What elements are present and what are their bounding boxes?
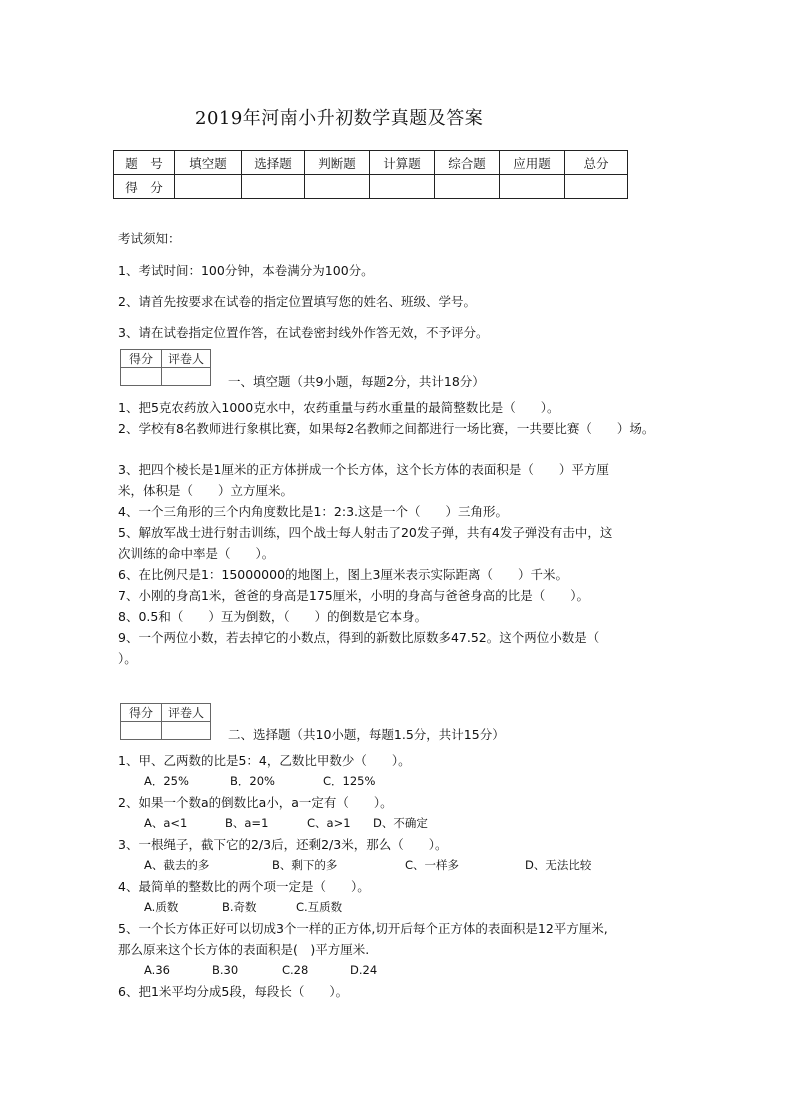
grader-score-label: 得分 — [121, 704, 162, 722]
score-header-cell: 总分 — [565, 151, 628, 175]
notice-item: 3、请在试卷指定位置作答，在试卷密封线外作答无效，不予评分。 — [118, 325, 489, 340]
question-line: 4、最简单的整数比的两个项一定是（ ）。 — [118, 879, 370, 894]
section-heading: 一、填空题（共9小题，每题2分，共计18分） — [228, 374, 485, 389]
option: B.奇数 — [222, 900, 257, 914]
option: A.36 — [144, 963, 170, 977]
option: C、a>1 — [307, 816, 351, 830]
score-cell[interactable] — [175, 175, 242, 199]
option: D、无法比较 — [525, 858, 592, 872]
score-header-cell: 计算题 — [370, 151, 435, 175]
grader-box — [120, 703, 211, 740]
score-cell[interactable] — [370, 175, 435, 199]
grader-score-label: 得分 — [121, 350, 162, 368]
notice-item: 2、请首先按要求在试卷的指定位置填写您的姓名、班级、学号。 — [118, 294, 476, 309]
option: A.质数 — [144, 900, 179, 914]
option: C．125% — [323, 774, 376, 788]
option: C.28 — [282, 963, 309, 977]
notice-item: 1、考试时间：100分钟，本卷满分为100分。 — [118, 263, 374, 278]
notice-heading: 考试须知： — [118, 231, 181, 246]
question-line: 6、在比例尺是1：15000000的地图上，图上3厘米表示实际距离（ ）千米。 — [118, 567, 568, 582]
score-header-cell: 综合题 — [435, 151, 500, 175]
question-line: 米，体积是（ ）立方厘米。 — [118, 483, 294, 498]
question-line: 2、学校有8名教师进行象棋比赛，如果每2名教师之间都进行一场比赛，一共要比赛（ ）场。 — [118, 421, 655, 436]
score-cell[interactable] — [305, 175, 370, 199]
score-cell[interactable] — [435, 175, 500, 199]
question-line: 7、小刚的身高1米，爸爸的身高是175厘米，小明的身高与爸爸身高的比是（ ）。 — [118, 588, 590, 603]
option: D.24 — [350, 963, 378, 977]
option: B、剩下的多 — [272, 858, 338, 872]
score-cell[interactable] — [565, 175, 628, 199]
score-table — [113, 150, 628, 199]
option: A、a<1 — [144, 816, 188, 830]
option: C.互质数 — [296, 900, 343, 914]
score-table-score-row — [114, 175, 628, 199]
grader-reviewer-label: 评卷人 — [162, 704, 211, 722]
question-line: 1、把5克农药放入1000克水中，农药重量与药水重量的最简整数比是（ ）。 — [118, 400, 560, 415]
score-header-cell: 填空题 — [175, 151, 242, 175]
question-line: 5、一个长方体正好可以切成3个一样的正方体,切开后每个正方体的表面积是12平方厘米, — [118, 921, 608, 936]
question-line: 4、一个三角形的三个内角度数比是1：2:3.这是一个（ ）三角形。 — [118, 504, 508, 519]
page-title: 2019年河南小升初数学真题及答案 — [195, 108, 484, 129]
grader-box — [120, 349, 211, 386]
question-line: 6、把1米平均分成5段，每段长（ ）。 — [118, 984, 349, 999]
grader-reviewer-label: 评卷人 — [162, 350, 211, 368]
option: A、截去的多 — [144, 858, 210, 872]
section-heading: 二、选择题（共10小题，每题1.5分，共计15分） — [228, 727, 505, 742]
question-line: 5、解放军战士进行射击训练，四个战士每人射击了20发子弹，共有4发子弹没有击中，这 — [118, 525, 613, 540]
option: B、a=1 — [225, 816, 269, 830]
score-header-cell: 判断题 — [305, 151, 370, 175]
question-line: 9、一个两位小数，若去掉它的小数点，得到的新数比原数多47.52。这个两位小数是（ — [118, 630, 600, 645]
question-line: ）。 — [118, 651, 137, 666]
question-line: 3、把四个棱长是1厘米的正方体拼成一个长方体，这个长方体的表面积是（ ）平方厘 — [118, 462, 609, 477]
option: C、一样多 — [405, 858, 460, 872]
score-cell[interactable] — [500, 175, 565, 199]
option: A．25% — [144, 774, 189, 788]
question-line: 3、一根绳子，截下它的2/3后，还剩2/3米，那么（ ）。 — [118, 837, 448, 852]
question-line: 2、如果一个数a的倒数比a小，a一定有（ ）。 — [118, 795, 393, 810]
score-header-cell: 选择题 — [242, 151, 305, 175]
question-line: 8、0.5和（ ）互为倒数，（ ）的倒数是它本身。 — [118, 609, 428, 624]
score-header-cell: 题 号 — [114, 151, 175, 175]
option: B．20% — [230, 774, 275, 788]
grader-score-cell[interactable] — [121, 722, 162, 740]
grader-reviewer-cell[interactable] — [162, 722, 211, 740]
score-header-cell: 应用题 — [500, 151, 565, 175]
question-line: 那么原来这个长方体的表面积是( )平方厘米. — [118, 942, 370, 957]
question-line: 1、甲、乙两数的比是5：4，乙数比甲数少（ ）。 — [118, 753, 411, 768]
question-line: 次训练的命中率是（ ）。 — [118, 546, 275, 561]
option: D、不确定 — [373, 816, 428, 830]
option: B.30 — [212, 963, 239, 977]
score-cell[interactable] — [242, 175, 305, 199]
score-row-label: 得 分 — [114, 175, 175, 199]
score-table-header-row — [114, 151, 628, 175]
grader-reviewer-cell[interactable] — [162, 368, 211, 386]
grader-score-cell[interactable] — [121, 368, 162, 386]
